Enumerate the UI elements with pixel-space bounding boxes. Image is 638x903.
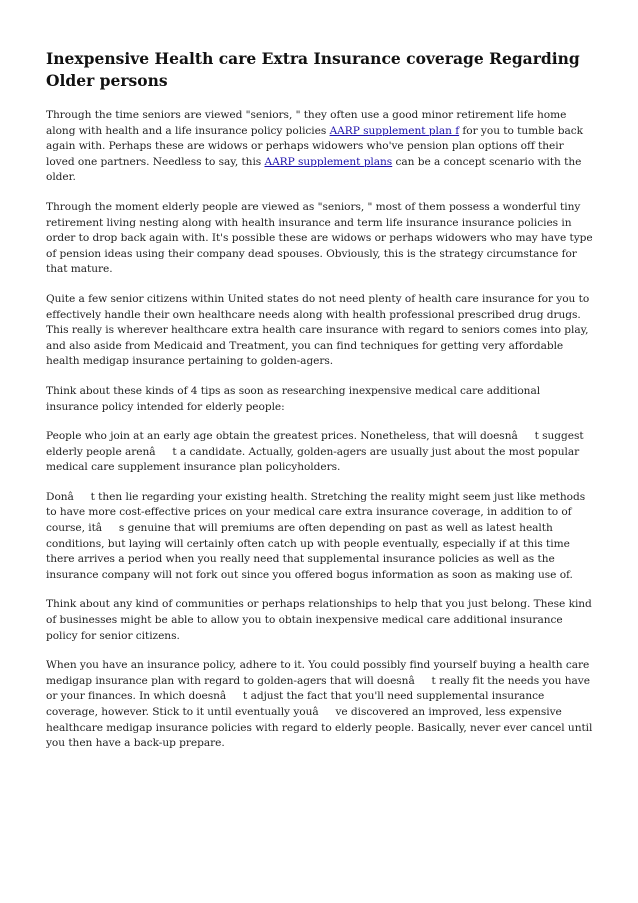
paragraph-4: Think about these kinds of 4 tips as soon as researching inexpensive medical care additional insurance policy intended for elderly people: (46, 384, 541, 413)
paragraph-5: People who join at an early age obtain the greatest prices. Nonetheless, that will doesnât suggest elderly people arenât a candidate. Actually, golden-agers are usually just about the most popular medical care supplement insurance plan policyholders. (46, 430, 584, 474)
aarp-plan-f-link[interactable]: AARP supplement plan f (329, 124, 460, 137)
paragraph-1-text-c: can be a concept scenario with the older. (46, 155, 582, 184)
paragraph-1-text-b: for you to tumble back again with. Perhaps these are widows or perhaps widowers who've pension plan options off their loved one partners. Needless to say, this (46, 124, 583, 168)
paragraph-7: Think about any kind of communities or perhaps relationships to help that you just belong. These kind of businesses might be able to allow you to obtain inexpensive medical care additional insurance policy for senior citizens. (46, 598, 592, 642)
document-page (46, 48, 594, 766)
paragraph-1-text-a: Through the time seniors are viewed "seniors, " they often use a good minor retirement life home along with health and a life insurance policy policies (46, 109, 567, 137)
paragraph-1 (46, 108, 594, 186)
page-title: Inexpensive Health care Extra Insurance coverage Regarding Older persons (46, 49, 580, 90)
paragraph-6: Donât then lie regarding your existing health. Stretching the reality might seem just like methods to have more cost-effective prices on your medical care extra insurance coverage, in addition to of course, itâs genuine that will premiums are often depending on past as well as latest health conditions, but laying will certainly often catch up with people eventually, especially if at this time there arrives a period when you really need that supplemental insurance policies as well as the insurance company will not fork out since you offered bogus information as soon as making use of. (46, 490, 586, 581)
paragraph-3: Quite a few senior citizens within United states do not need plenty of health care insurance for you to effectively handle their own healthcare needs along with health professional prescribed drug drugs. This really is wherever healthcare extra health care insurance with regard to seniors comes into play, and also aside from Medicaid and Treatment, you can find techniques for getting very affordable health medigap insurance pertaining to golden-agers. (46, 292, 590, 368)
paragraph-2: Through the moment elderly people are viewed as "seniors, " most of them possess a wonderful tiny retirement living nesting along with health insurance and term life insurance insurance policies in order to drop back again with. It's possible these are widows or perhaps widowers who may have type of pension ideas using their company dead spouses. Obviously, this is the strategy circumstance for that mature. (46, 200, 593, 276)
paragraph-8: When you have an insurance policy, adhere to it. You could possibly find yourself buying a health care medigap insurance plan with regard to golden-agers that will doesnât really fit the needs you have or your finances. In which doesnât adjust the fact that you'll need supplemental insurance coverage, however. Stick to it until eventually youâve discovered an improved, less expensive healthcare medigap insurance policies with regard to elderly people. Basically, never ever cancel until you then have a back-up prepare. (46, 659, 593, 750)
aarp-plans-link[interactable]: AARP supplement plans (264, 155, 393, 168)
